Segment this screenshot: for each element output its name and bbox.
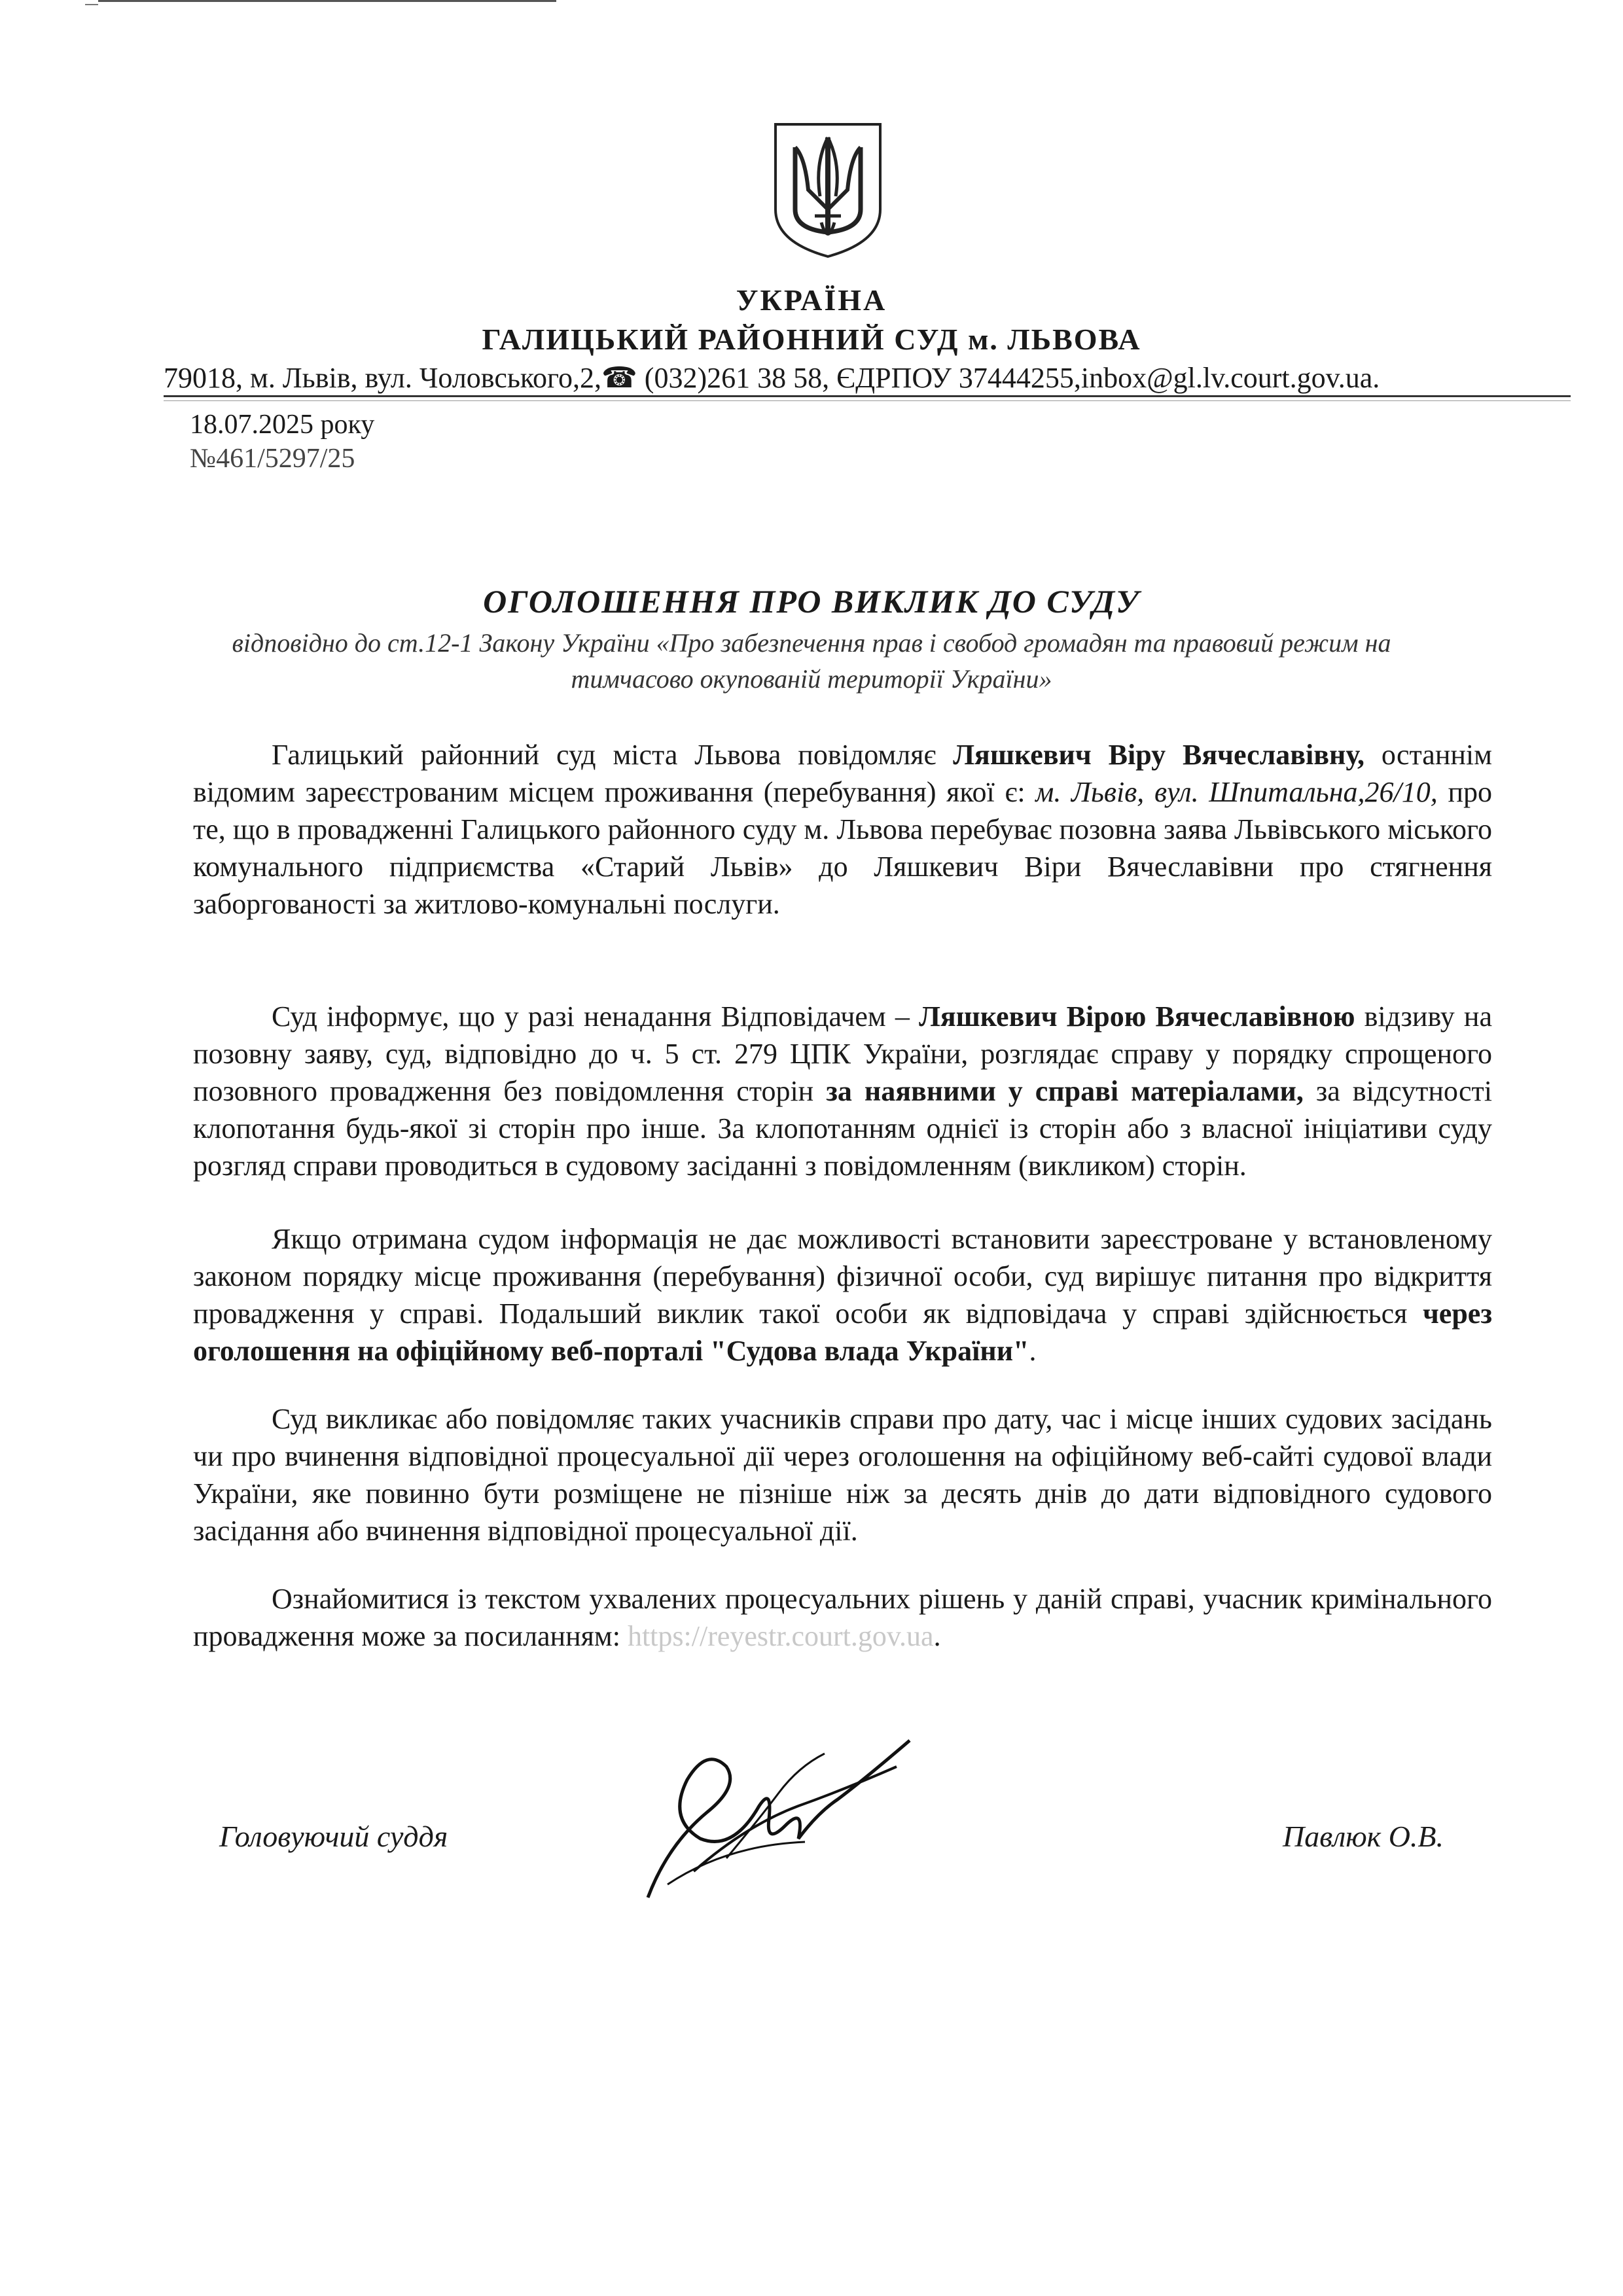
- p2-text-b: відзиву на позовну заяву, суд, відповідно до ч. 5 ст. 279 ЦПК України, розглядає справу у порядку спрощеного позовного провадження без повідомлення сторін: [193, 1000, 1492, 1107]
- paragraph-notification: [193, 736, 1492, 923]
- p1-text-b: останнім відомим зареєстрованим місцем проживання (перебування) якої є:: [193, 739, 1492, 808]
- case-number: №461/5297/25: [190, 444, 355, 474]
- p3-text-a: Якщо отримана судом інформація не дає можливості встановити зареєстроване у встановленому законом порядку місце проживання (перебування) фізичної особи, суд вирішує питання про відкриття провадження у справі. Подальший виклик такої особи як відповідача у справі здійснюється: [193, 1223, 1492, 1330]
- p3-text-c: .: [1029, 1335, 1037, 1367]
- judge-name: Павлюк О.В.: [1283, 1820, 1444, 1853]
- paragraph-residence-info: [193, 1220, 1492, 1369]
- p1-text-c: про те, що в провадженні Галицького районного суду м. Львова перебуває позовна заява Львівського міського комунального підприємства «Старий Львів» до Ляшкевич Віри Вячеславівни про стягнення заборгованості за житлово-комунальні послуги.: [193, 776, 1493, 920]
- p2-bold-materials: за наявними у справі матеріалами,: [826, 1075, 1304, 1107]
- p2-text-a: Суд інформує, що у разі ненадання Відповідачем –: [272, 1000, 919, 1033]
- defendant-address: м. Львів, вул. Шпитальна,26/10,: [1035, 776, 1438, 808]
- notice-subtitle: відповідно до ст.12-1 Закону України «Про забезпечення прав і свобод громадян та правовий режим на тимчасово окупованій території України»: [232, 628, 1391, 694]
- paragraph-court-info: [193, 998, 1492, 1184]
- presiding-judge-label: Головуючий суддя: [219, 1820, 448, 1853]
- defendant-name: Ляшкевич Віру Вячеславівну,: [953, 739, 1364, 771]
- scan-top-line: [98, 0, 556, 2]
- judge-signature: [628, 1727, 929, 1924]
- header-address: 79018, м. Львів, вул. Чоловського,2,☎ (032)261 38 58, ЄДРПОУ 37444255,inbox@gl.lv.court.gov.ua.: [164, 362, 1380, 394]
- registry-link[interactable]: https://reyestr.court.gov.ua: [627, 1620, 934, 1652]
- p5-text-a: Ознайомитися із текстом ухвалених процесуальних рішень у даній справі, учасник кримінального провадження може за посиланням:: [193, 1583, 1492, 1652]
- header-divider-thin: [164, 400, 1571, 401]
- header-court-name: ГАЛИЦЬКИЙ РАЙОННИЙ СУД м. ЛЬВОВА: [482, 323, 1141, 356]
- paragraph-decisions-link: [193, 1580, 1492, 1655]
- header-country: УКРАЇНА: [736, 283, 887, 317]
- p3-bold-portal: через оголошення на офіційному веб-порталі "Судова влада України": [193, 1298, 1492, 1367]
- header-divider: [164, 395, 1571, 397]
- p1-text-a: Галицький районний суд міста Львова повідомляє: [272, 739, 954, 771]
- coat-of-arms-icon: [769, 118, 887, 262]
- document-date: 18.07.2025 року: [190, 410, 375, 440]
- scan-top-line-small: [85, 4, 98, 5]
- paragraph-summons-procedure: Суд викликає або повідомляє таких учасників справи про дату, час і місце інших судових засідань чи про вчинення відповідної процесуальної дії через оголошення на офіційному веб-сайті судової влади України, яке повинно бути розміщене не пізніше ніж за десять днів до дати відповідного судового засідання або вчинення відповідної процесуальної дії.: [193, 1403, 1492, 1547]
- p5-text-c: .: [933, 1620, 941, 1652]
- defendant-name-instrumental: Ляшкевич Вірою Вячеславівною: [919, 1000, 1355, 1033]
- notice-title: ОГОЛОШЕННЯ ПРО ВИКЛИК ДО СУДУ: [483, 583, 1140, 620]
- p2-text-c: за відсутності клопотання будь-якої зі сторін про інше. За клопотанням однієї із сторін або з власної ініціативи суду розгляд справи проводиться в судовому засіданні з повідомленням (викликом) сторін.: [193, 1075, 1492, 1182]
